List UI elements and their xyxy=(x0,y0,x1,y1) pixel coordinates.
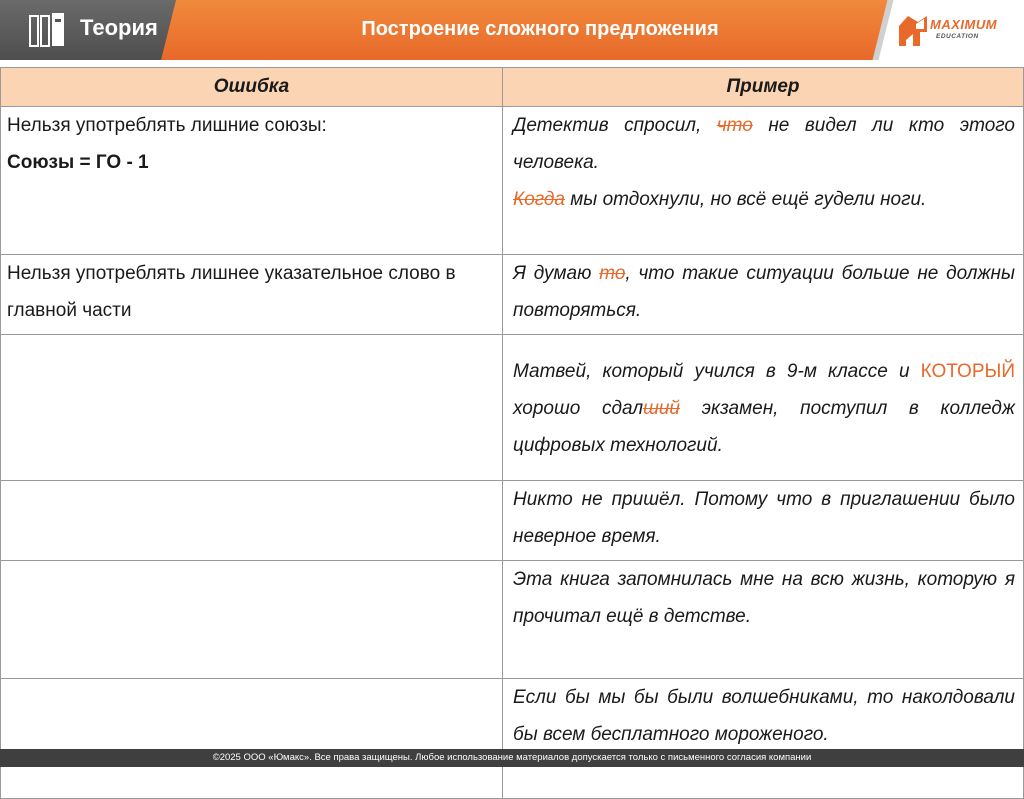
table-header-row xyxy=(1,68,1024,107)
table-row xyxy=(1,107,1024,255)
logo-name: MAXIMUM xyxy=(930,17,998,32)
error-cell xyxy=(1,335,503,481)
highlighted-word: КОТОРЫЙ xyxy=(920,361,1015,382)
struck-word: ший xyxy=(643,398,680,419)
column-header-example: Пример xyxy=(503,68,1024,107)
section-label: Теория xyxy=(80,15,158,40)
example-cell xyxy=(503,107,1024,255)
error-cell xyxy=(1,679,503,799)
footer-copyright: ©2025 ООО «Юмакс». Все права защищены. Любое использование материалов допускается только с письменного согласия компании xyxy=(0,749,1024,767)
example-text: Когда мы отдохнули, но всё ещё гудели ноги. xyxy=(513,189,927,210)
example-text: Детектив спросил, что не видел ли кто этого человека. xyxy=(513,115,1015,173)
example-cell xyxy=(503,561,1024,679)
logo xyxy=(896,12,1020,48)
column-header-error: Ошибка xyxy=(1,68,503,107)
table-row xyxy=(1,255,1024,335)
struck-word: Когда xyxy=(513,189,565,210)
example-cell xyxy=(503,481,1024,561)
example-cell xyxy=(503,335,1024,481)
error-text: Нельзя употреблять лишние союзы: xyxy=(7,115,327,136)
example-text: Матвей, который учился в 9-м классе и КОТОРЫЙ хорошо сдалший экзамен, поступил в колледж цифровых технологий. xyxy=(513,361,1015,456)
page-title: Построение сложного предложения xyxy=(361,18,719,40)
error-cell xyxy=(1,561,503,679)
example-text: Я думаю то, что такие ситуации больше не должны повторяться. xyxy=(513,263,1015,321)
example-text: Никто не пришёл. Потому что в приглашении было неверное время. xyxy=(513,489,1015,547)
example-cell xyxy=(503,255,1024,335)
logo-subtitle: EDUCATION xyxy=(936,33,979,40)
error-rule: Союзы = ГО - 1 xyxy=(7,152,149,173)
logo-mark-icon xyxy=(896,12,930,48)
table-row xyxy=(1,561,1024,679)
example-cell xyxy=(503,679,1024,799)
error-cell: Нельзя употреблять лишнее указательное слово в главной части xyxy=(1,255,503,335)
error-cell xyxy=(1,481,503,561)
book-icon xyxy=(28,11,66,49)
error-cell xyxy=(1,107,503,255)
errors-table xyxy=(0,67,1024,799)
table-row xyxy=(1,481,1024,561)
example-text: Если бы мы бы были волшебниками, то наколдовали бы всем бесплатного мороженого. xyxy=(513,687,1015,745)
struck-word: то xyxy=(599,263,626,284)
struck-word: что xyxy=(716,115,753,136)
header-bar xyxy=(0,0,1024,60)
example-text: Эта книга запомнилась мне на всю жизнь, которую я прочитал ещё в детстве. xyxy=(513,569,1015,627)
table-row xyxy=(1,679,1024,799)
table-row xyxy=(1,335,1024,481)
